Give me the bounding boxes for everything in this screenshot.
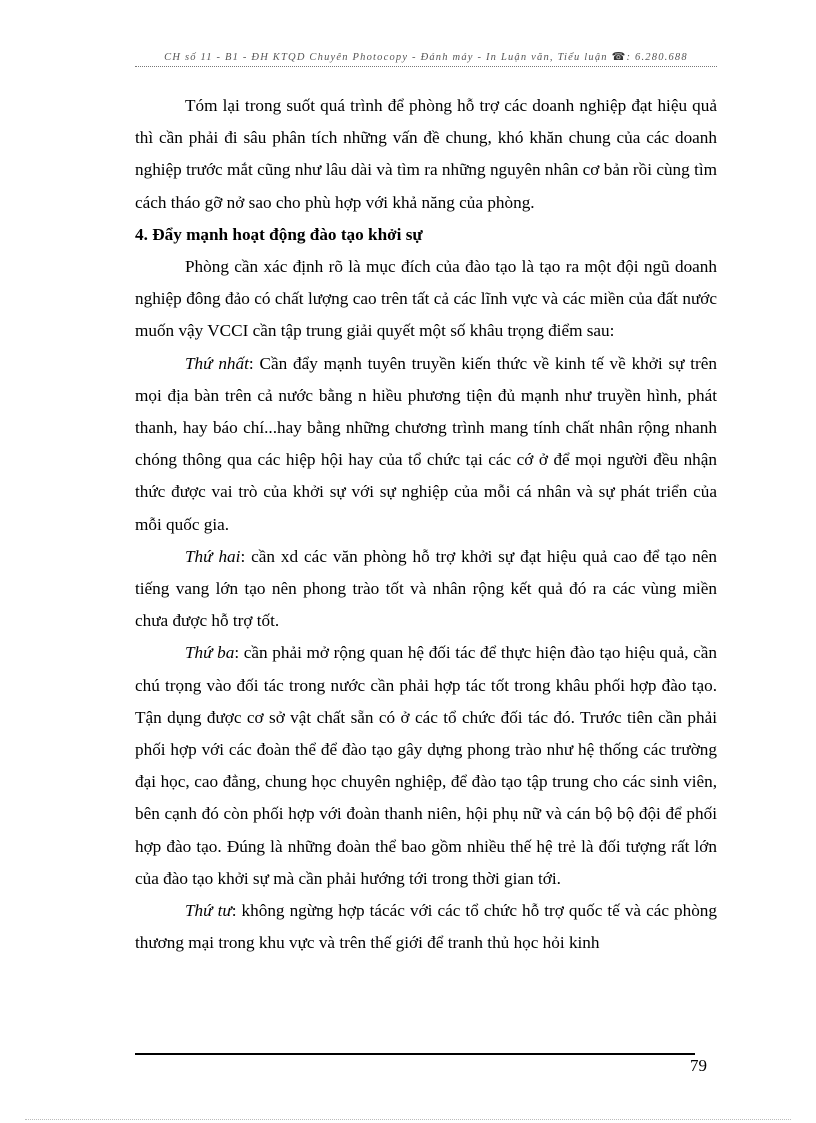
text-second: : cần xd các văn phòng hỗ trợ khởi sự đạt hiệu quả cao để tạo nên tiếng vang lớn tạo nên phong trào tốt và nhân rộng kết quả đó ra các vùng miền chưa được hỗ trợ tốt. xyxy=(135,546,718,631)
phone-icon: ☎ xyxy=(611,51,627,63)
text-fourth: : không ngừng hợp tácác với các tổ chức hỗ trợ quốc tế và các phòng thương mại trong khu vực và trên thế giới để tranh thủ học hỏi kinh xyxy=(135,901,717,953)
paragraph-summary: Tóm lại trong suốt quá trình để phòng hỗ trợ các doanh nghiệp đạt hiệu quả thì cần phải đi sâu phân tích những vấn đề chung, khó khăn chung của các doanh nghiệp trước mắt cũng như lâu dài và tìm ra những nguyên nhân cơ bản rồi cùng tìm cách tháo gỡ nở sao cho phù hợp với khả năng của phòng. xyxy=(135,96,717,212)
paragraph-third xyxy=(135,637,717,895)
header-phone: : 6.280.688 xyxy=(626,52,688,63)
page-number: 79 xyxy=(690,1056,707,1075)
page-header xyxy=(135,50,717,63)
footer-rule xyxy=(135,1053,695,1055)
label-fourth: Thứ tư xyxy=(185,901,232,921)
bottom-border xyxy=(25,1119,791,1120)
text-first: : Cần đẩy mạnh tuyên truyền kiến thức về kinh tế về khởi sự trên mọi địa bàn trên cả nước bằng n hiều phương tiện đủ mạnh như truyền hình, phát thanh, hay báo chí...hay bằng những chương trình mang tính chất nhân rộng nhanh chóng thông qua các hiệp hội hay của tổ chức tại các cớ ở để mọi người đều nhận thức được vai trò của khởi sự với sự nghiệp của mỗi cá nhân và sự phát triển của mỗi quốc gia. xyxy=(135,353,717,534)
paragraph-first xyxy=(135,348,717,541)
label-second: Thứ hai xyxy=(185,546,241,566)
paragraph-fourth xyxy=(135,895,717,959)
text-third: : cần phải mở rộng quan hệ đối tác để thực hiện đào tạo hiệu quả, cần chú trọng vào đối tác trong nước cần phải hợp tác tốt trong khâu phối hợp đào tạo. Tận dụng được cơ sở vật chất sẵn có ở các tổ chức đối tác đó. Trước tiên cần phải phối hợp với các đoàn thể để đào tạo gây dựng phong trào như hệ thống các trường đại học, cao đẳng, chung học chuyên nghiệp, để đào tạo tập trung cho các sinh viên, bên cạnh đó còn phối hợp với đoàn thanh niên, hội phụ nữ và cán bộ bộ đội để phối hợp đào tạo. Đúng là những đoàn thể bao gồm nhiều thế hệ trẻ là đối tượng rất lớn của đào tạo khởi sự mà cần phải hướng tới trong thời gian tới. xyxy=(135,643,718,888)
document-body xyxy=(135,90,717,959)
section-heading: 4. Đẩy mạnh hoạt động đào tạo khởi sự xyxy=(135,224,423,244)
label-first: Thứ nhất xyxy=(185,353,249,373)
paragraph-intro: Phòng cần xác định rõ là mục đích của đào tạo là tạo ra một đội ngũ doanh nghiệp đông đảo có chất lượng cao trên tất cả các lĩnh vực và các miền của đất nước muốn vậy VCCI cần tập trung giải quyết một số khâu trọng điểm sau: xyxy=(135,257,717,341)
header-rule xyxy=(135,66,717,67)
paragraph-second xyxy=(135,541,717,638)
label-third: Thứ ba xyxy=(185,643,235,663)
header-text: CH số 11 - B1 - ĐH KTQD Chuyên Photocopy - Đánh máy - In Luận văn, Tiểu luận xyxy=(164,52,608,63)
